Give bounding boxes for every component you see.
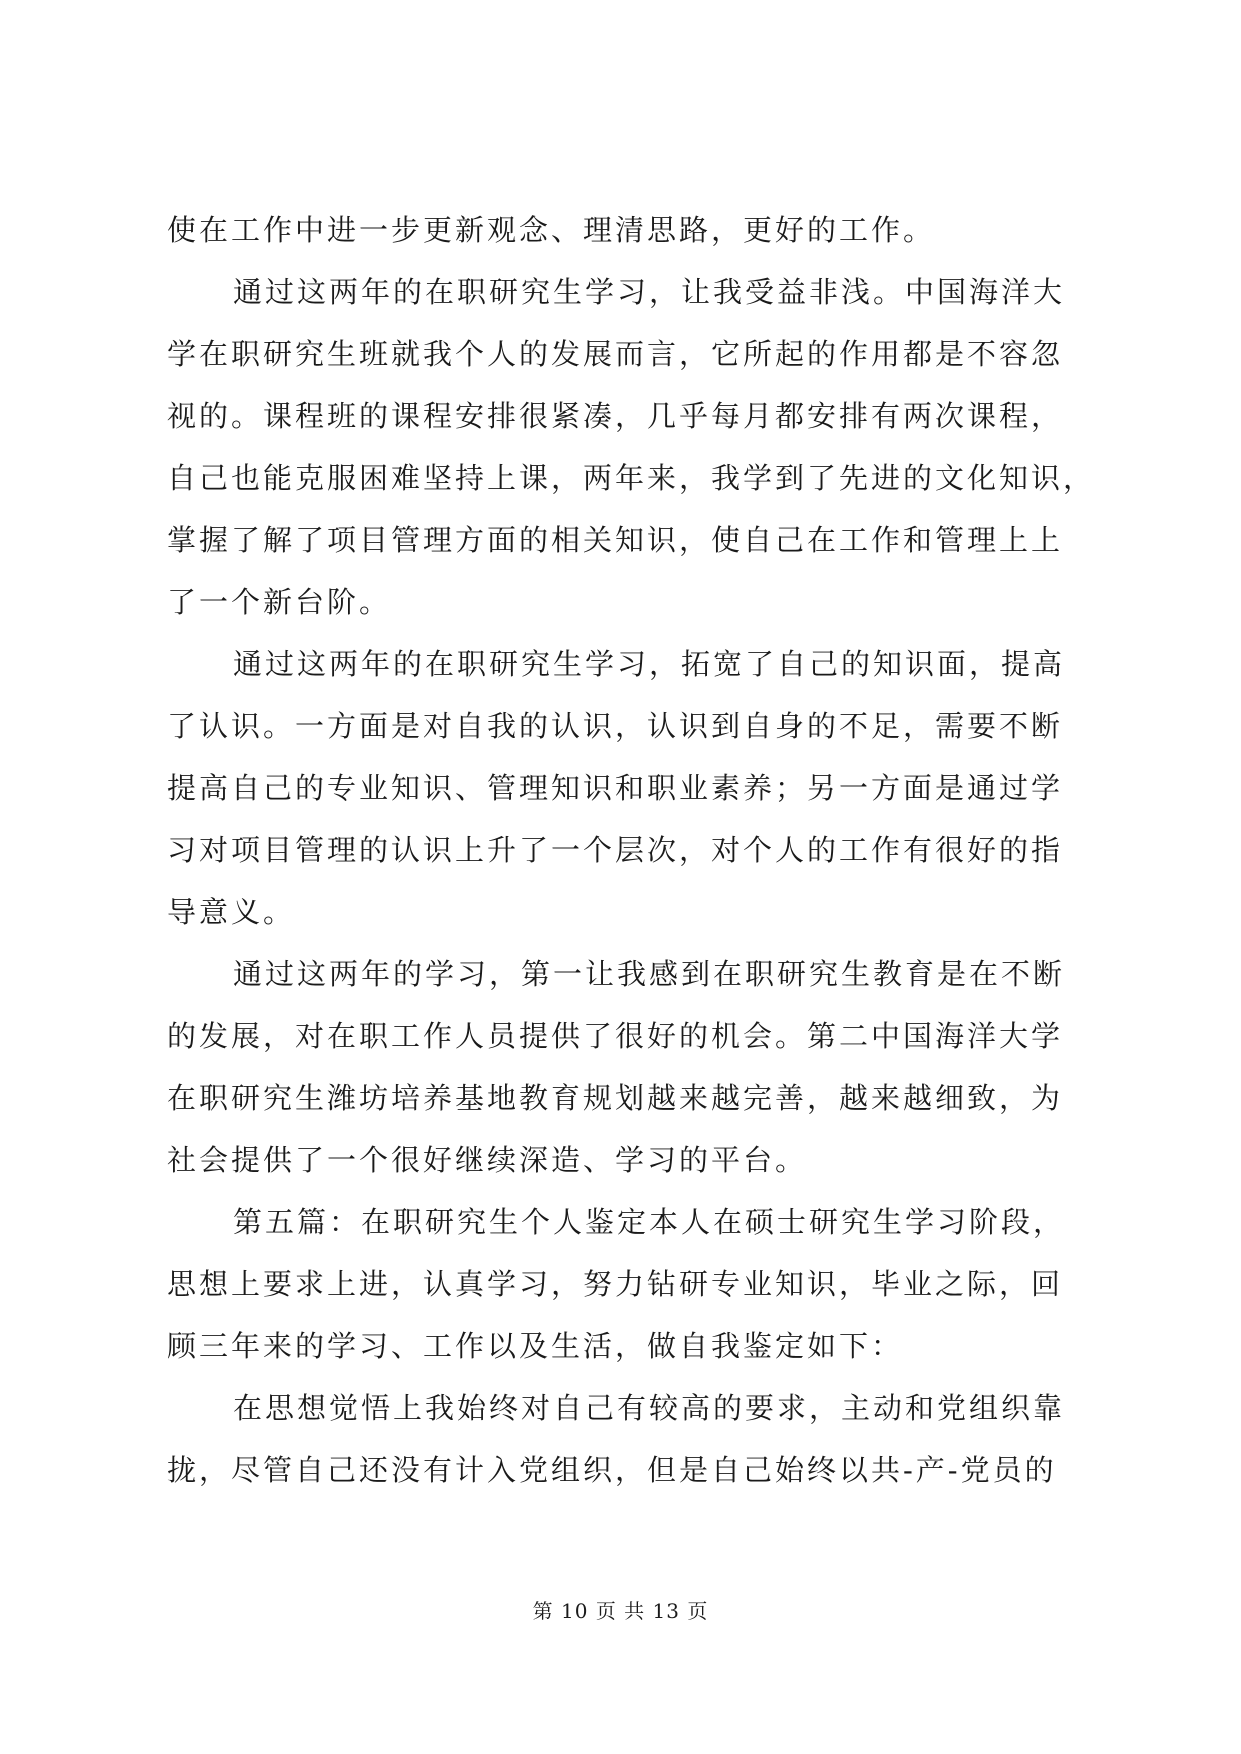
text-line: 使在工作中进一步更新观念、理清思路，更好的工作。 xyxy=(167,213,936,247)
text-line: 拢，尽管自己还没有计入党组织，但是自己始终以共-产-党员的 xyxy=(167,1453,1057,1487)
text-line: 在职研究生潍坊培养基地教育规划越来越完善，越来越细致，为 xyxy=(167,1081,1064,1115)
text-line: 社会提供了一个很好继续深造、学习的平台。 xyxy=(167,1143,808,1177)
text-line: 在思想觉悟上我始终对自己有较高的要求，主动和党组织靠 xyxy=(233,1391,1066,1425)
text-line: 视的。课程班的课程安排很紧凑，几乎每月都安排有两次课程， xyxy=(167,399,1064,433)
document-body xyxy=(167,199,1096,1501)
text-line: 掌握了解了项目管理方面的相关知识，使自己在工作和管理上上 xyxy=(167,523,1064,557)
text-line: 导意义。 xyxy=(167,895,296,929)
text-line: 顾三年来的学习、工作以及生活，做自我鉴定如下： xyxy=(167,1329,904,1363)
page-number-footer: 第 10 页 共 13 页 xyxy=(532,1599,709,1623)
text-line: 提高自己的专业知识、管理知识和职业素养；另一方面是通过学 xyxy=(167,771,1064,805)
text-line: 了一个新台阶。 xyxy=(167,585,392,619)
text-line: 的发展，对在职工作人员提供了很好的机会。第二中国海洋大学 xyxy=(167,1019,1064,1053)
text-line: 通过这两年的学习，第一让我感到在职研究生教育是在不断 xyxy=(233,957,1066,991)
text-line: 了认识。一方面是对自我的认识，认识到自身的不足，需要不断 xyxy=(167,709,1064,743)
text-line: 通过这两年的在职研究生学习，让我受益非浅。中国海洋大 xyxy=(233,275,1066,309)
text-line: 习对项目管理的认识上升了一个层次，对个人的工作有很好的指 xyxy=(167,833,1064,867)
text-line: 通过这两年的在职研究生学习，拓宽了自己的知识面，提高 xyxy=(233,647,1066,681)
text-line: 思想上要求上进，认真学习，努力钻研专业知识，毕业之际，回 xyxy=(167,1267,1064,1301)
text-line: 自己也能克服困难坚持上课，两年来，我学到了先进的文化知识， xyxy=(167,461,1096,495)
text-line: 学在职研究生班就我个人的发展而言，它所起的作用都是不容忽 xyxy=(167,337,1064,371)
text-line: 第五篇：在职研究生个人鉴定本人在硕士研究生学习阶段， xyxy=(233,1205,1066,1239)
